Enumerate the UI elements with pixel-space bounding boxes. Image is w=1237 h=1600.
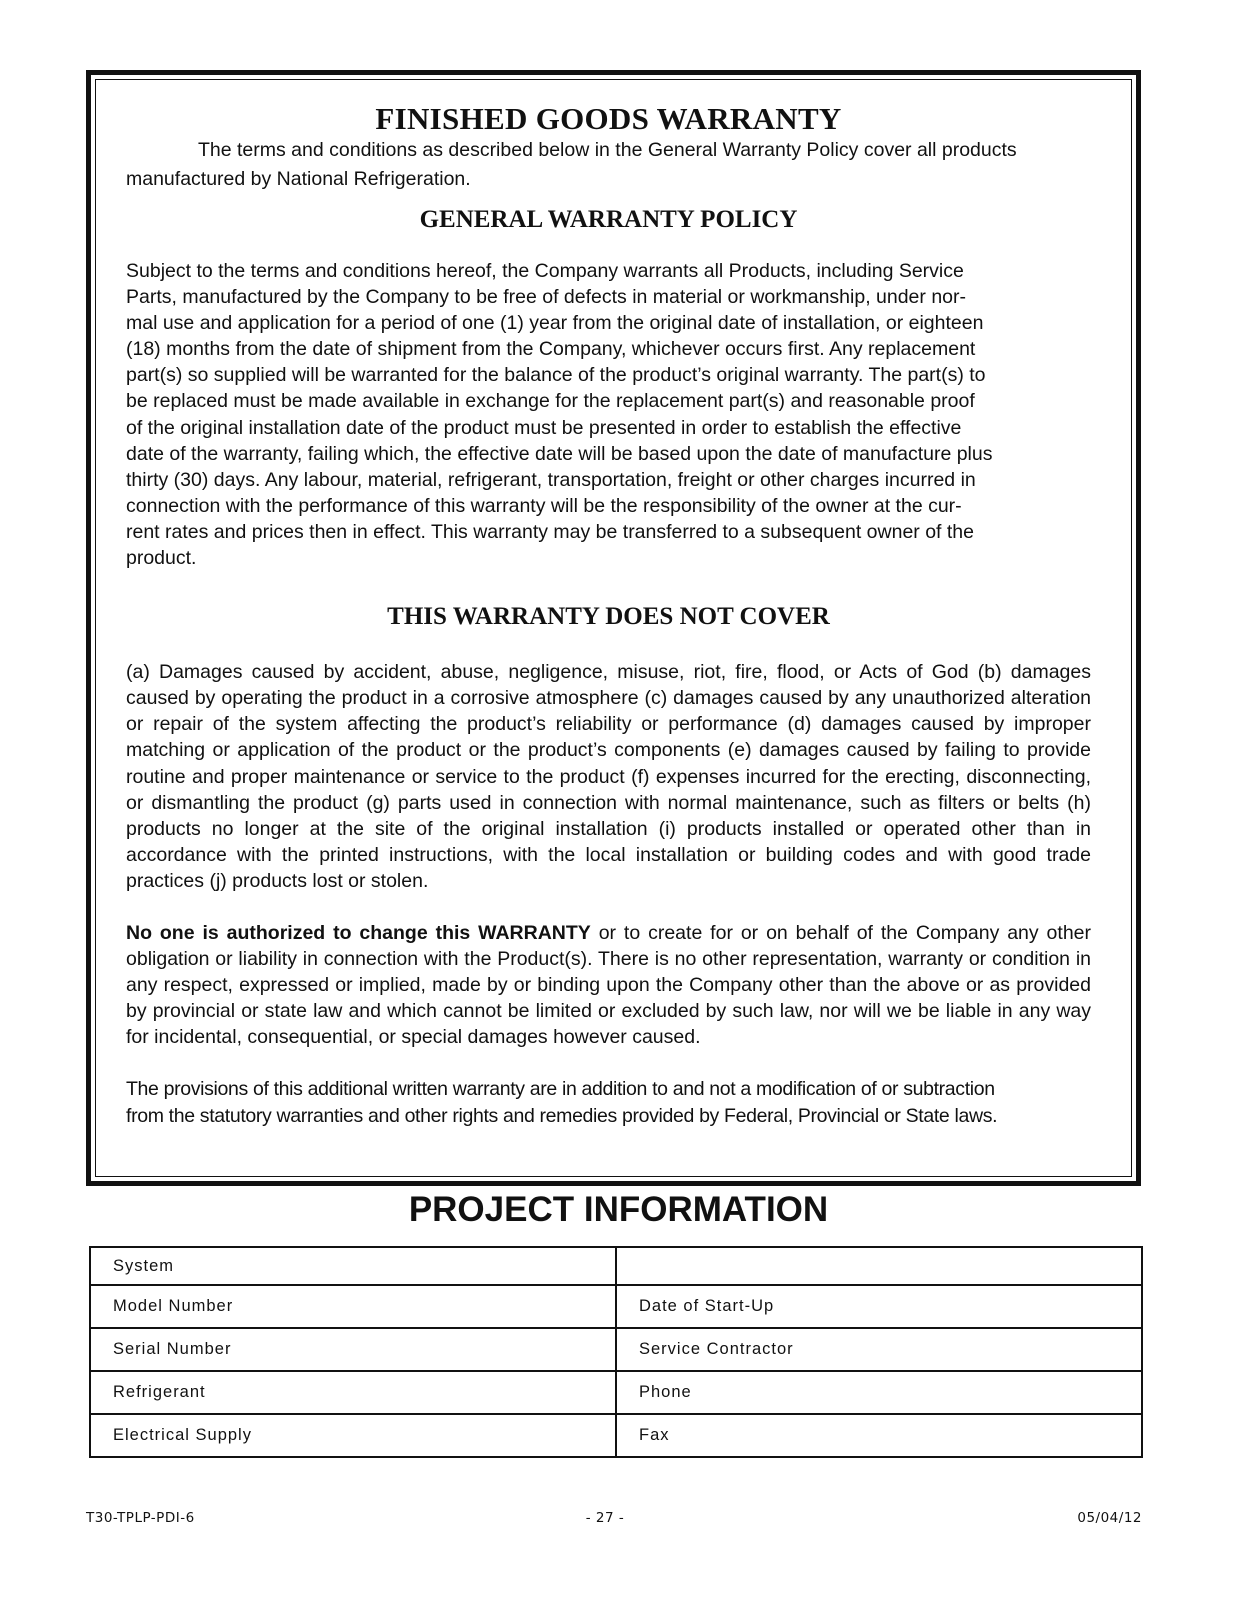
project-field-label: Refrigerant — [90, 1371, 616, 1414]
project-field-label: Date of Start-Up — [616, 1285, 1142, 1328]
project-field-label: System — [90, 1247, 616, 1285]
no-one-authorized-bold: No one is authorized to change this WARRANTY — [126, 921, 591, 944]
table-row — [90, 1328, 1142, 1371]
warranty-title: FINISHED GOODS WARRANTY — [375, 101, 842, 136]
project-field-label: Service Contractor — [616, 1328, 1142, 1371]
project-field-label: Model Number — [90, 1285, 616, 1328]
footer-page-number: - 27 - — [585, 1510, 625, 1526]
provisions-line-1: The provisions of this additional written warranty are in addition to and not a modification of or subtraction — [126, 1078, 995, 1101]
policy-line: part(s) so supplied will be warranted for the balance of the product’s original warranty. The part(s) to — [126, 364, 986, 387]
no-one-authorized-text — [126, 920, 1091, 1050]
policy-line: Subject to the terms and conditions hereof, the Company warrants all Products, including Service — [126, 260, 964, 282]
warranty-box — [86, 70, 1141, 1186]
policy-line: be replaced must be made available in exchange for the replacement part(s) and reasonable proof — [126, 390, 975, 413]
table-row — [90, 1285, 1142, 1328]
project-field-label: Serial Number — [90, 1328, 616, 1371]
project-field-label: Fax — [616, 1414, 1142, 1457]
policy-line: connection with the performance of this warranty will be the responsibility of the owner at the cur- — [126, 494, 962, 517]
table-row — [90, 1414, 1142, 1457]
project-information-heading: PROJECT INFORMATION — [408, 1190, 829, 1229]
not-cover-heading: THIS WARRANTY DOES NOT COVER — [387, 603, 830, 631]
general-policy-text — [126, 258, 1091, 571]
project-information-table — [89, 1246, 1143, 1458]
provisions-line-2: from the statutory warranties and other rights and remedies provided by Federal, Provincial or State laws. — [126, 1104, 998, 1127]
general-policy-heading: GENERAL WARRANTY POLICY — [419, 206, 798, 233]
policy-line: thirty (30) days. Any labour, material, refrigerant, transportation, freight or other charges incurred in — [126, 468, 976, 491]
policy-line: Parts, manufactured by the Company to be free of defects in material or workmanship, under nor- — [126, 286, 966, 309]
provisions-text — [126, 1076, 1091, 1128]
policy-line: (18) months from the date of shipment from the Company, whichever occurs first. Any replacement — [126, 338, 976, 361]
warranty-intro — [126, 136, 1091, 194]
intro-line-1: The terms and conditions as described below in the General Warranty Policy cover all products — [198, 139, 1017, 161]
policy-line: product. — [126, 547, 197, 570]
policy-line: date of the warranty, failing which, the effective date will be based upon the date of manufacture plus — [126, 442, 993, 465]
project-field-label: Phone — [616, 1371, 1142, 1414]
policy-line: mal use and application for a period of one (1) year from the original date of installation, or eighteen — [126, 312, 984, 335]
exclusions-text: (a) Damages caused by accident, abuse, negligence, misuse, riot, fire, flood, or Acts of God (b) damages caused by operating the product in a corrosive atmosphere (c) damages caused by any unauthorized alteration or repair of the system affecting the product’s reliability or performance (d) damages caused by improper matching or application of the product or the product’s components (e) damages caused by failing to provide routine and proper maintenance or service to the product (f) expenses incurred for the erecting, disconnecting, or dismantling the product (g) parts used in connection with normal maintenance, such as filters or belts (h) products no longer at the site of the original installation (i) products installed or operated other than in accordance with the printed instructions, with the local installation or building codes and with good trade practices (j) products lost or stolen. — [126, 661, 1091, 892]
intro-line-2: manufactured by National Refrigeration. — [126, 168, 471, 190]
policy-line: rent rates and prices then in effect. This warranty may be transferred to a subsequent owner of the — [126, 520, 974, 543]
footer-doc-code: T30-TPLP-PDI-6 — [86, 1510, 195, 1526]
footer-date: 05/04/12 — [1077, 1510, 1142, 1526]
policy-line: of the original installation date of the product must be presented in order to establish the effective — [126, 416, 962, 439]
table-row — [90, 1247, 1142, 1285]
no-one-authorized-rest: or to create for or on behalf of the Company any other obligation or liability in connection with the Product(s). There is no other representation, warranty or condition in any respect, expressed or implied, made by or binding upon the Company other than the above or as provided by provincial or state law and which cannot be limited or excluded by such law, nor will we be liable in any way for incidental, consequential, or special damages however caused. — [126, 921, 1091, 1049]
warranty-inner-frame — [95, 79, 1132, 1177]
table-row — [90, 1371, 1142, 1414]
project-field-label — [616, 1247, 1142, 1285]
project-field-label: Electrical Supply — [90, 1414, 616, 1457]
